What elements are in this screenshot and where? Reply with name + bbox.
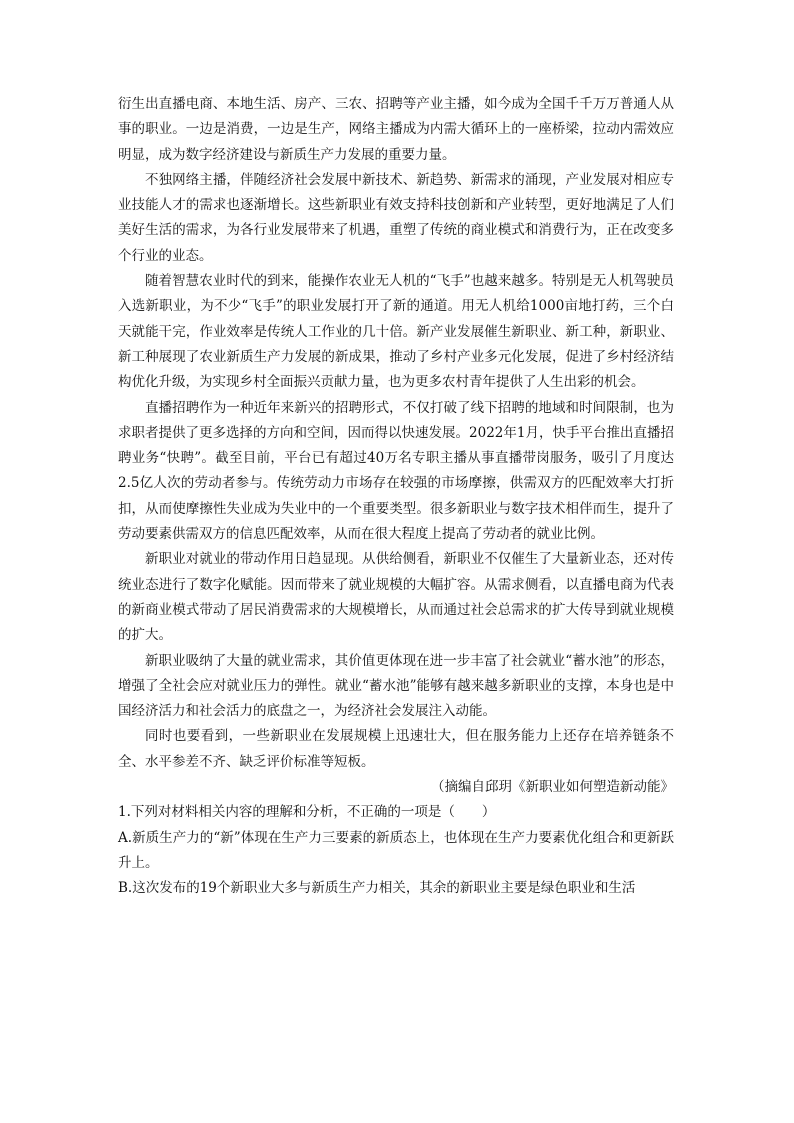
paragraph-1: 衍生出直播电商、本地生活、房产、三农、招聘等产业主播，如今成为全国千千万万普通人从事的职业。一边是消费，一边是生产，网络主播成为内需大循环上的一座桥梁，拉动内需效应明显，成为数字经济建设与新质生产力发展的重要力量。 — [118, 96, 674, 163]
document-page — [118, 92, 674, 902]
paragraph-2: 不独网络主播，伴随经济社会发展中新技术、新趋势、新需求的涌现，产业发展对相应专业技能人才的需求也逐渐增长。这些新职业有效支持科技创新和产业转型，更好地满足了人们美好生活的需求，为各行业发展带来了机遇，重塑了传统的商业模式和消费行为，正在改变多个行业的业态。 — [118, 171, 674, 264]
question-option-b: B.这次发布的19个新职业大多与新质生产力相关，其余的新职业主要是绿色职业和生活 — [118, 880, 636, 897]
source-citation: （摘编自邱玥《新职业如何塑造新动能》 — [431, 779, 674, 796]
paragraph-5: 新职业对就业的带动作用日趋显现。从供给侧看，新职业不仅催生了大量新业态，还对传统业态进行了数字化赋能。因而带来了就业规模的大幅扩容。从需求侧看，以直播电商为代表的新商业模式带动了居民消费需求的大规模增长，从而通过社会总需求的扩大传导到就业规模的扩大。 — [118, 551, 674, 644]
paragraph-7: 同时也要看到，一些新职业在发展规模上迅速壮大，但在服务能力上还存在培养链条不全、水平参差不齐、缺乏评价标准等短板。 — [118, 728, 674, 770]
question-option-a: A.新质生产力的“新”体现在生产力三要素的新质态上，也体现在生产力要素优化组合和更新跃升上。 — [118, 829, 674, 871]
question-stem: 1.下列对材料相关内容的理解和分析，不正确的一项是（ ） — [118, 804, 496, 821]
paragraph-4: 直播招聘作为一种近年来新兴的招聘形式，不仅打破了线下招聘的地域和时间限制，也为求职者提供了更多选择的方向和空间，因而得以快速发展。2022年1月，快手平台推出直播招聘业务“快聘”。截至目前，平台已有超过40万名专职主播从事直播带岗服务，吸引了月度达2.5亿人次的劳动者参与。传统劳动力市场存在较强的市场摩擦，供需双方的匹配效率大打折扣，从而使摩擦性失业成为失业中的一个重要类型。很多新职业与数字技术相伴而生，提升了劳动要素供需双方的信息匹配效率，从而在很大程度上提高了劳动者的就业比例。 — [118, 399, 674, 543]
paragraph-6: 新职业吸纳了大量的就业需求，其价值更体现在进一步丰富了社会就业“蓄水池”的形态，增强了全社会应对就业压力的弹性。就业“蓄水池”能够有越来越多新职业的支撑，本身也是中国经济活力和社会活力的底盘之一，为经济社会发展注入动能。 — [118, 652, 674, 720]
paragraph-3: 随着智慧农业时代的到来，能操作农业无人机的“飞手”也越来越多。特别是无人机驾驶员入选新职业，为不少“飞手”的职业发展打开了新的通道。用无人机给1000亩地打药，三个白天就能干完，作业效率是传统人工作业的几十倍。新产业发展催生新职业、新工种，新职业、新工种展现了农业新质生产力发展的新成果，推动了乡村产业多元化发展，促进了乡村经济结构优化升级，为实现乡村全面振兴贡献力量，也为更多农村青年提供了人生出彩的机会。 — [118, 273, 674, 391]
